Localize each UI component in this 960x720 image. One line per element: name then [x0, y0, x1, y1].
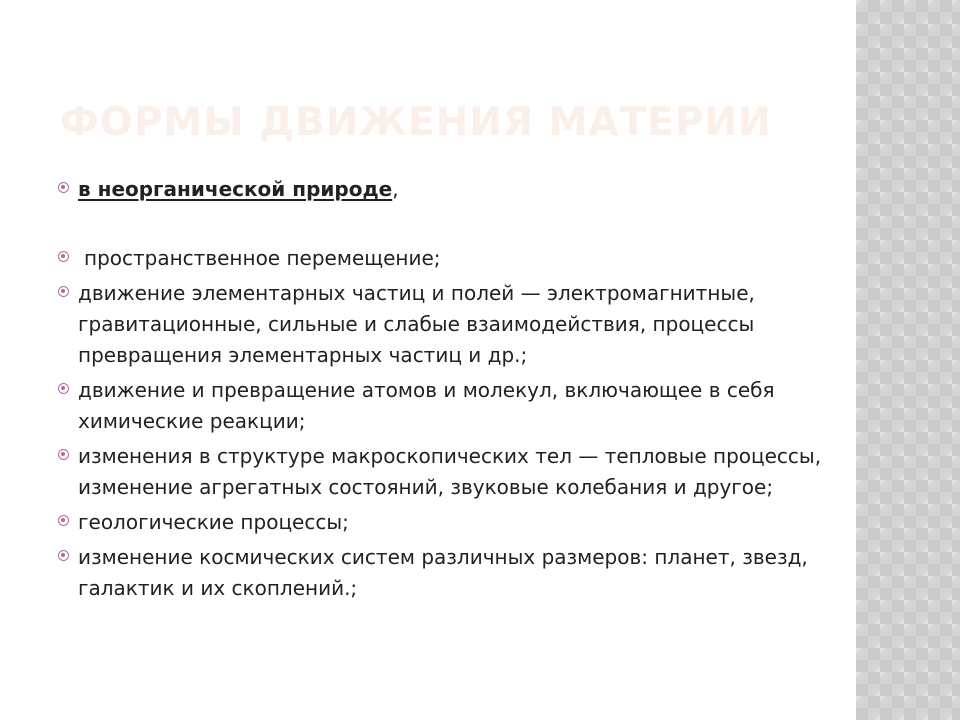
list-item [58, 441, 838, 503]
list-item [58, 375, 838, 437]
ring-bullet-icon [58, 286, 69, 297]
slide-title: ФОРМЫ ДВИЖЕНИЯ МАТЕРИИ [60, 100, 772, 145]
list-item [58, 542, 838, 604]
list-item [58, 243, 838, 274]
bullet-list [58, 174, 838, 604]
list-item-text: геологические процессы; [78, 510, 349, 534]
list-item-heading [58, 174, 838, 205]
ring-bullet-icon [58, 449, 69, 460]
list-item-text: изменения в структуре макроскопических тел — тепловые процессы, изменение агрегатных состояний, звуковые колебания и другое; [78, 444, 822, 499]
heading-trail-text: , [392, 177, 399, 201]
list-item-text: движение элементарных частиц и полей — электромагнитные, гравитационные, сильные и слабые взаимодействия, процессы превращения элементарных частиц и др.; [78, 281, 755, 367]
decorative-side-strip [856, 0, 960, 720]
ring-bullet-icon [58, 550, 69, 561]
list-item-text: изменение космических систем различных размеров: планет, звезд, галактик и их скоплений.; [78, 545, 808, 600]
ring-bullet-icon [58, 251, 69, 262]
heading-lead-text: в неорганической природе [78, 177, 393, 201]
list-item [58, 278, 838, 371]
ring-bullet-icon [58, 515, 69, 526]
list-item [58, 507, 838, 538]
ring-bullet-icon [58, 383, 69, 394]
ring-bullet-icon [58, 182, 69, 193]
list-item-text: движение и превращение атомов и молекул, включающее в себя химические реакции; [78, 378, 775, 433]
list-item-text: пространственное перемещение; [84, 246, 441, 270]
